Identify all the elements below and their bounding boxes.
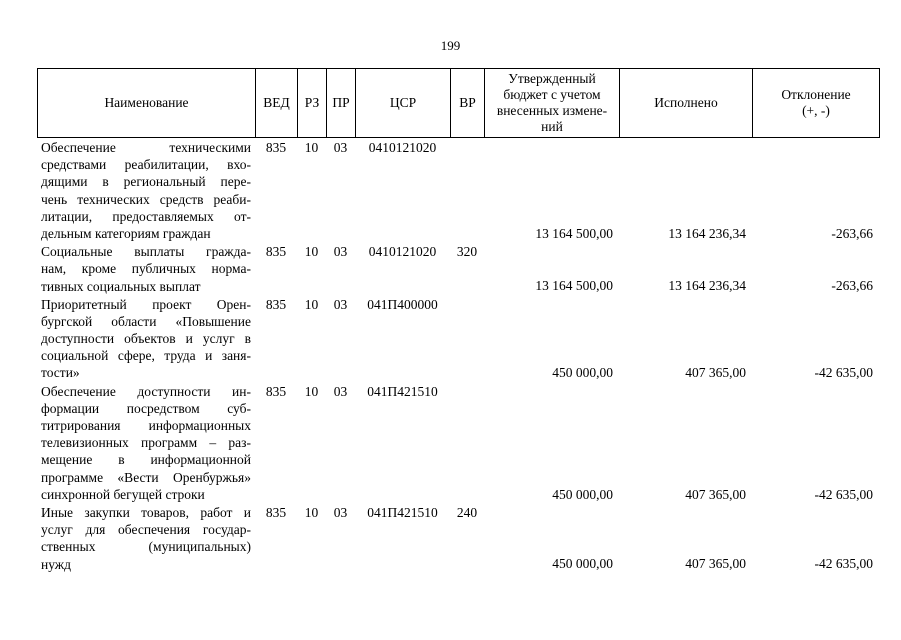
row-pr: 03	[333, 140, 348, 155]
row-pr: 03	[333, 244, 348, 260]
row-approved: 13 164 500,00	[535, 278, 613, 294]
row-name	[37, 242, 255, 295]
row-rz: 10	[304, 244, 319, 260]
row-ved: 835	[265, 504, 287, 520]
header-approved-line: Утвержденный	[508, 71, 596, 86]
row-executed: 13 164 236,34	[668, 278, 746, 294]
row-ved: 835	[265, 296, 287, 312]
row-name-line: дельным категориям граждан	[41, 225, 211, 241]
row-rz: 10	[304, 296, 319, 312]
row-name-line: программе «Вести Оренбуржья»	[41, 469, 251, 485]
header-executed: Исполнено	[620, 69, 753, 138]
row-deviation: -42 635,00	[814, 486, 873, 502]
budget-table-body	[37, 138, 879, 573]
header-pr: ПР	[327, 69, 356, 138]
header-approved-line: внесенных измене-	[496, 103, 608, 118]
row-executed: 13 164 236,34	[668, 225, 746, 241]
row-name-line: формации посредством суб-	[41, 400, 251, 416]
row-approved: 450 000,00	[552, 486, 613, 502]
row-name-line: социальной сфере, труда и заня-	[41, 348, 251, 364]
row-name	[37, 138, 255, 242]
header-deviation-line: (+, -)	[802, 103, 830, 118]
header-approved-line: бюджет с учетом	[503, 87, 601, 102]
row-name-line: мещение в информационной	[41, 452, 251, 468]
row-vr	[450, 382, 484, 503]
header-approved-line: ний	[541, 119, 563, 134]
row-name-line: доступности объектов и услуг в	[41, 331, 251, 347]
row-deviation: -42 635,00	[814, 556, 873, 572]
row-name-line: нужд	[41, 556, 71, 572]
row-csr: 041П400000	[367, 296, 438, 312]
row-name-line: Социальные выплаты гражда-	[41, 244, 251, 260]
row-csr: 041П421510	[367, 383, 438, 399]
row-pr: 03	[333, 383, 348, 399]
row-name	[37, 503, 255, 573]
header-csr: ЦСР	[356, 69, 451, 138]
row-ved: 835	[265, 140, 287, 155]
row-name	[37, 382, 255, 503]
row-approved: 13 164 500,00	[535, 225, 613, 241]
row-vr: 240	[456, 504, 478, 520]
row-name-line: ственных (муниципальных)	[41, 539, 251, 555]
header-deviation	[753, 69, 880, 138]
row-name-line: Приоритетный проект Орен-	[41, 296, 251, 312]
row-name-line: средствами реабилитации, вхо-	[41, 157, 251, 173]
header-deviation-line: Отклонение	[781, 87, 851, 102]
row-rz: 10	[304, 504, 319, 520]
header-rz: РЗ	[298, 69, 327, 138]
header-name: Наименование	[38, 69, 256, 138]
row-name-line: тивных социальных выплат	[41, 278, 201, 294]
row-name-line: чень технических средств реаби-	[41, 191, 251, 207]
row-vr	[450, 295, 484, 382]
row-ved: 835	[265, 244, 287, 260]
row-rz: 10	[304, 383, 319, 399]
row-name-line: Обеспечение доступности ин-	[41, 383, 251, 399]
row-name-line: телевизионных программ – раз-	[41, 435, 251, 451]
row-name-line: бургской области «Повышение	[41, 313, 251, 329]
row-approved: 450 000,00	[552, 365, 613, 381]
row-ved: 835	[265, 383, 287, 399]
row-name-line: Иные закупки товаров, работ и	[41, 504, 251, 520]
header-approved	[485, 69, 620, 138]
page-number: 199	[440, 38, 461, 53]
row-csr: 0410121020	[368, 140, 437, 155]
row-name-line: нам, кроме публичных норма-	[41, 261, 251, 277]
row-approved: 450 000,00	[552, 556, 613, 572]
table-row	[37, 382, 879, 503]
row-pr: 03	[333, 504, 348, 520]
row-name-line: тости»	[41, 365, 80, 381]
row-name-line: Обеспечение техническими	[41, 140, 251, 155]
row-vr: 320	[456, 244, 478, 260]
row-csr: 041П421510	[367, 504, 438, 520]
row-executed: 407 365,00	[685, 486, 746, 502]
row-name-line: синхронной бегущей строки	[41, 486, 205, 502]
table-row	[37, 138, 879, 242]
row-csr: 0410121020	[368, 244, 437, 260]
table-row	[37, 503, 879, 573]
row-rz: 10	[304, 140, 319, 155]
row-executed: 407 365,00	[685, 556, 746, 572]
row-executed: 407 365,00	[685, 365, 746, 381]
row-vr	[450, 138, 484, 242]
table-row	[37, 242, 879, 295]
table-row	[37, 295, 879, 382]
row-name-line: литации, предоставляемых от-	[41, 208, 251, 224]
budget-table-header	[37, 68, 880, 138]
row-deviation: -42 635,00	[814, 365, 873, 381]
row-name-line: услуг для обеспечения государ-	[41, 522, 251, 538]
row-name	[37, 295, 255, 382]
row-pr: 03	[333, 296, 348, 312]
row-deviation: -263,66	[831, 225, 873, 241]
row-deviation: -263,66	[831, 278, 873, 294]
header-vr: ВР	[451, 69, 485, 138]
row-name-line: титрирования информационных	[41, 418, 251, 433]
row-name-line: дящими в региональный пере-	[41, 174, 251, 190]
header-ved: ВЕД	[256, 69, 298, 138]
